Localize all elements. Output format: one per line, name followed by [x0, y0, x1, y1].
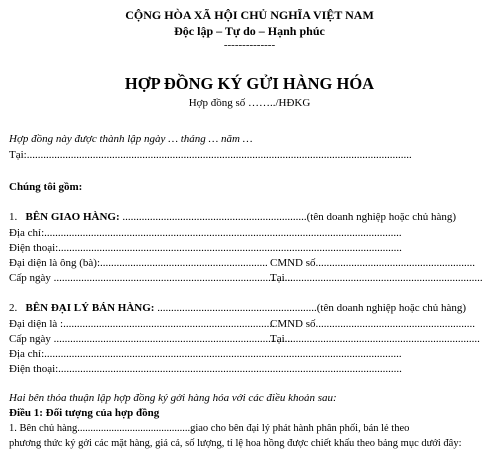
country-header: CỘNG HÒA XÃ HỘI CHỦ NGHĨA VIỆT NAM	[125, 8, 374, 22]
header-divider: --------------	[223, 39, 276, 51]
party2-id-number: CMND số..........................................................	[270, 318, 476, 330]
party2-note: (tên doanh nghiệp hoặc chủ hàng)	[316, 302, 467, 314]
party1-note: (tên doanh nghiệp hoặc chủ hàng)	[306, 211, 456, 223]
party1-dots: ...................................................................	[122, 211, 307, 223]
party2-heading	[9, 303, 466, 314]
article1-item1-line2: phương thức ký gởi các mặt hàng, giá cả, số lượng, tỉ lệ hoa hồng được chiết khấu theo bảng mục dưới đây:	[9, 438, 462, 449]
party2-representative: Đại diện là :.............................................................................	[9, 318, 275, 330]
party1-heading	[9, 212, 456, 223]
established-line: Hợp đồng này được thành lập ngày … tháng … năm …	[9, 133, 253, 145]
party1-id-number: CMND số..........................................................	[270, 257, 476, 269]
party1-issued-at: Tại........................................................................	[270, 272, 483, 284]
party2-issued-date: Cấp ngày .......................................................................................	[9, 333, 293, 345]
party2-title: BÊN ĐẠI LÝ BÁN HÀNG:	[25, 302, 155, 314]
party2-number: 2.	[9, 302, 18, 314]
party1-address: Địa chỉ:..................................................................................................................................	[9, 227, 402, 239]
motto: Độc lập – Tự do – Hạnh phúc	[174, 24, 325, 38]
party2-dots: ..........................................................	[157, 302, 317, 314]
party2-address: Địa chỉ:..................................................................................................................................	[9, 348, 402, 360]
party2-issued-at: Tại.......................................................................	[270, 333, 480, 345]
article1-title: Điều 1: Đối tượng của hợp đồng	[9, 407, 160, 419]
parties-intro: Chúng tôi gồm:	[9, 181, 83, 193]
party2-phone: Điện thoại:.............................................................................................................................	[9, 363, 402, 375]
agreement-line: Hai bên thỏa thuận lập hợp đồng ký gởi hàng hóa với các điều khoản sau:	[9, 392, 337, 404]
party1-number: 1.	[9, 211, 18, 223]
party1-title: BÊN GIAO HÀNG:	[25, 211, 120, 223]
document-title: HỢP ĐỒNG KÝ GỬI HÀNG HÓA	[124, 74, 375, 93]
party1-representative: Đại diện là ông (bà):.............................................................	[9, 257, 268, 269]
article1-item1-line1: 1. Bên chủ hàng...........................................giao cho bên đại lý phát hành phân phối, bán lẻ theo	[9, 423, 410, 434]
place-line: Tại:............................................................................................................................................	[9, 149, 412, 161]
party1-phone: Điện thoại:.............................................................................................................................	[9, 242, 402, 254]
contract-number: Hợp đồng số ……../HĐKG	[188, 97, 311, 109]
party1-issued-date: Cấp ngày .......................................................................................	[9, 272, 293, 284]
